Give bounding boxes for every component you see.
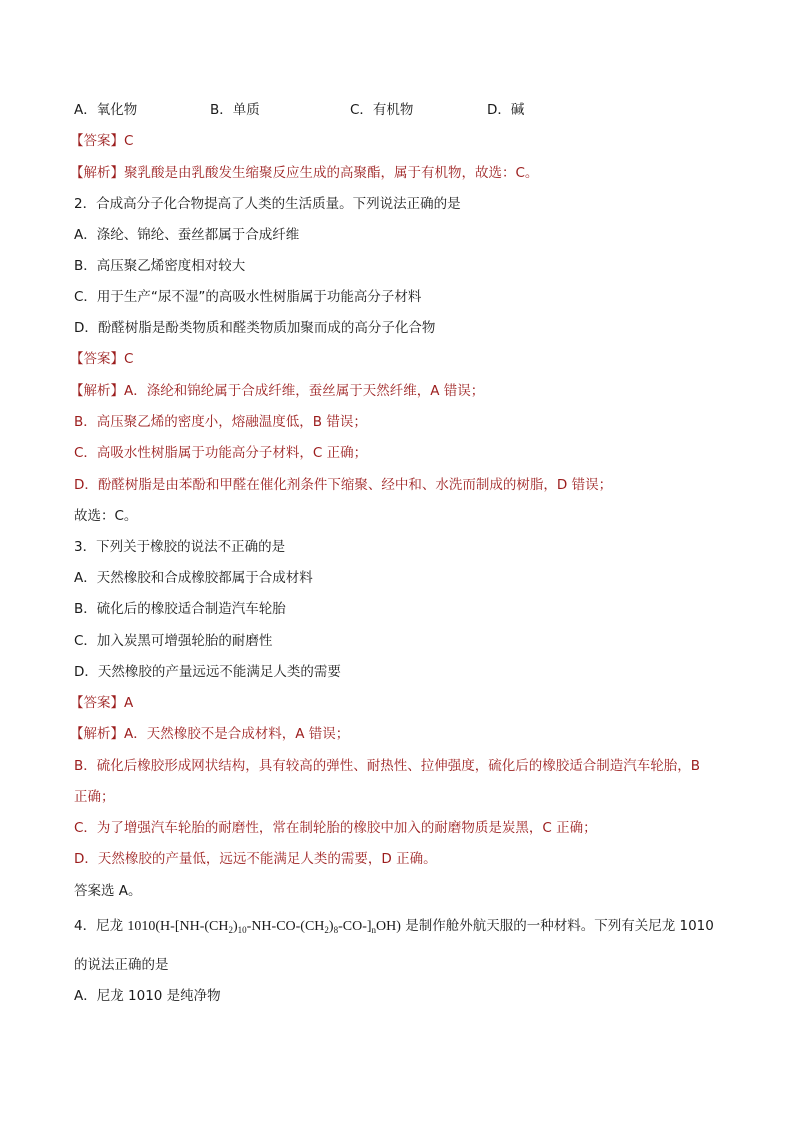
answer-tag: 【答案】 bbox=[70, 695, 124, 711]
q1-answer bbox=[70, 132, 133, 150]
q3-option-b: B．硫化后的橡胶适合制造汽车轮胎 bbox=[74, 601, 286, 617]
q1-option-b: B．单质 bbox=[210, 102, 260, 118]
q3-analysis-line-2: B．硫化后橡胶形成网状结构，具有较高的弹性、耐热性、拉伸强度，硫化后的橡胶适合制造汽车轮胎，B bbox=[74, 758, 701, 774]
q2-option-d: D．酚醛树脂是酚类物质和醛类物质加聚而成的高分子化合物 bbox=[74, 320, 436, 336]
q3-analysis-line-3: 正确； bbox=[74, 789, 115, 805]
q3-analysis-line-5: D．天然橡胶的产量低，远远不能满足人类的需要，D 正确。 bbox=[74, 851, 437, 867]
analysis-tag: 【解析】 bbox=[70, 383, 124, 399]
q2-analysis-line-2: B．高压聚乙烯的密度小，熔融温度低，B 错误； bbox=[74, 414, 367, 430]
q1-option-c: C．有机物 bbox=[350, 102, 414, 118]
q3-option-c: C．加入炭黑可增强轮胎的耐磨性 bbox=[74, 633, 273, 649]
q2-option-a: A．涤纶、锦纶、蚕丝都属于合成纤维 bbox=[74, 227, 300, 243]
analysis-tag: 【解析】 bbox=[70, 165, 124, 181]
answer-value: C bbox=[124, 351, 134, 367]
q1-analysis bbox=[70, 164, 538, 182]
q4-stem-prefix: 4．尼龙 bbox=[74, 918, 128, 934]
nylon-formula: $1010(H-[NH-(CH_2)_{10}-NH-CO-(CH_2)_8-CO-]_nOH)$ bbox=[127, 919, 401, 935]
q3-analysis-line-4: C．为了增强汽车轮胎的耐磨性，常在制轮胎的橡胶中加入的耐磨物质是炭黑，C 正确； bbox=[74, 820, 597, 836]
q1-option-d: D．碱 bbox=[487, 102, 525, 118]
q2-analysis-line-3: C．高吸水性树脂属于功能高分子材料，C 正确； bbox=[74, 445, 368, 461]
q2-stem: 2．合成高分子化合物提高了人类的生活质量。下列说法正确的是 bbox=[74, 196, 461, 212]
answer-value: A bbox=[124, 695, 134, 711]
q2-answer bbox=[70, 350, 133, 368]
q4-stem-suffix: 是制作舱外航天服的一种材料。下列有关尼龙 1010 bbox=[400, 918, 714, 934]
q1-option-a: A．氧化物 bbox=[74, 102, 138, 118]
analysis-tag: 【解析】 bbox=[70, 726, 124, 742]
q2-analysis-line-4: D．酚醛树脂是由苯酚和甲醛在催化剂条件下缩聚、经中和、水洗而制成的树脂，D 错误； bbox=[74, 477, 613, 493]
q4-stem-line-2: 的说法正确的是 bbox=[74, 957, 169, 973]
q3-option-d: D．天然橡胶的产量远远不能满足人类的需要 bbox=[74, 664, 341, 680]
q3-analysis-line-1 bbox=[70, 725, 349, 743]
answer-tag: 【答案】 bbox=[70, 351, 124, 367]
q3-conclusion: 答案选 A。 bbox=[74, 883, 142, 899]
analysis-text: A．天然橡胶不是合成材料，A 错误； bbox=[124, 726, 350, 742]
q2-option-c: C．用于生产“尿不湿”的高吸水性树脂属于功能高分子材料 bbox=[74, 289, 422, 305]
q2-conclusion: 故选：C。 bbox=[74, 508, 138, 524]
q4-option-a: A．尼龙 1010 是纯净物 bbox=[74, 988, 221, 1004]
q4-stem-line-1 bbox=[74, 917, 714, 936]
q3-stem: 3．下列关于橡胶的说法不正确的是 bbox=[74, 539, 286, 555]
q2-option-b: B．高压聚乙烯密度相对较大 bbox=[74, 258, 246, 274]
answer-tag: 【答案】 bbox=[70, 133, 124, 149]
answer-value: C bbox=[124, 133, 134, 149]
q2-analysis-line-1 bbox=[70, 382, 484, 400]
analysis-text: 聚乳酸是由乳酸发生缩聚反应生成的高聚酯，属于有机物，故选：C。 bbox=[124, 165, 539, 181]
q3-option-a: A．天然橡胶和合成橡胶都属于合成材料 bbox=[74, 570, 313, 586]
q3-answer bbox=[70, 694, 133, 712]
analysis-text: A．涤纶和锦纶属于合成纤维，蚕丝属于天然纤维，A 错误； bbox=[124, 383, 485, 399]
